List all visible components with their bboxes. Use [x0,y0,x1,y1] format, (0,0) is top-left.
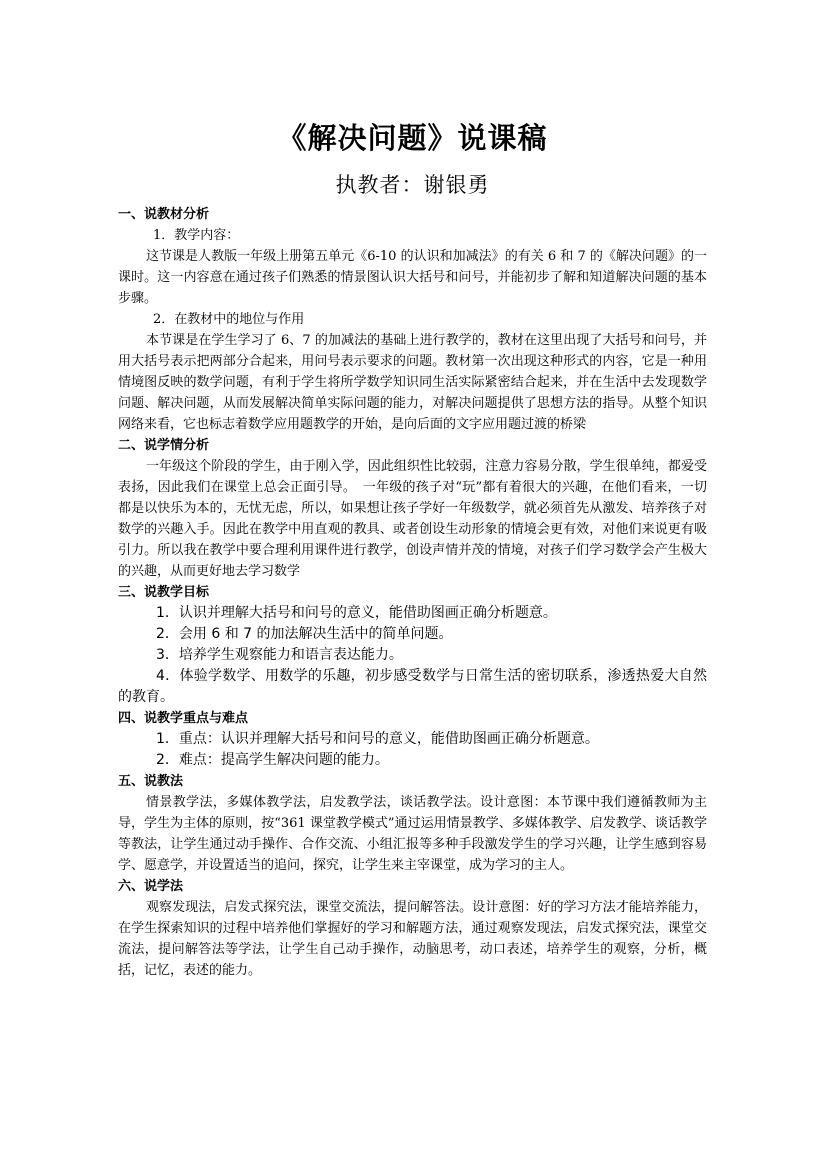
section-student-analysis [118,435,707,582]
paragraph: 一年级这个阶段的学生，由于刚入学，因此组织性比较弱，注意力容易分散，学生很单纯，都爱受表扬，因此我们在课堂上总会正面引导。 一年级的孩子对“玩”都有着很大的兴趣，在他们看来，一切都是以快乐为本的，无忧无虑，所以，如果想让孩子学好一年级数学，就必须首先从激发、培养孩子对数学的兴趣入手。因此在教学中用直观的教具、或者创设生动形象的情境会更有效，对他们来说更有吸引力。所以我在教学中要合理利用课件进行教学，创设声情并茂的情境，对孩子们学习数学会产生极大的兴趣，从而更好地去学习数学 [118,459,707,579]
paragraph: 这节课是人教版一年级上册第五单元《6-10 的认识和加减法》的有关 6 和 7 的《解决问题》的一课时。这一内容意在通过孩子们熟悉的情景图认识大括号和问号，并能初步了解和知道解决问题的基本步骤。 [118,249,707,306]
section-heading: 二、说学情分析 [118,438,210,453]
goal-item: 2．会用 6 和 7 的加法解决生活中的简单问题。 [156,626,453,642]
section-teaching-goals [118,582,707,708]
paragraph: 情景教学法，多媒体教学法，启发教学法，谈话教学法。设计意图：本节课中我们遵循教师为主导，学生为主体的原则，按“361 课堂教学模式”通过运用情景教学、多媒体教学、启发教学、谈话教学等教法，让学生通过动手操作、合作交流、小组汇报等多种手段激发学生的学习兴趣，让学生感到容易学、愿意学，并设置适当的追问，探究，让学生来主宰课堂，成为学习的主人。 [118,795,707,873]
goal-item: 3．培养学生观察能力和语言表达能力。 [156,647,403,663]
section-heading: 五、说教法 [118,774,184,789]
section-learning-methods [118,876,707,981]
section-key-points [118,708,707,771]
section-heading: 六、说学法 [118,879,184,894]
document-title: 《解决问题》说课稿 [277,121,548,155]
paragraph: 本节课是在学生学习了 6、7 的加减法的基础上进行教学的，教材在这里出现了大括号和问号，并用大括号表示把两部分合起来，用问号表示要求的问题。教材第一次出现这种形式的内容，它是一种用情境图反映的数学问题，有利于学生将所学数学知识同生活实际紧密结合起来，并在生活中去发现数学问题、解决问题，从而发展解决简单实际问题的能力，对解决问题提供了思想方法的指导。从整个知识网络来看，它也标志着数学应用题教学的开始，是向后面的文字应用题过渡的桥梁 [118,333,707,432]
section-heading: 一、说教材分析 [118,207,210,222]
key-point-item: 1．重点：认识并理解大括号和问号的意义，能借助图画正确分析题意。 [156,731,599,747]
section-textbook-analysis [118,204,707,435]
author-line: 执教者：谢银勇 [335,173,490,197]
subheading: 2．在教材中的地位与作用 [153,312,305,327]
key-point-item: 2．难点：提高学生解决问题的能力。 [156,752,389,768]
goal-item: 1．认识并理解大括号和问号的意义，能借助图画正确分析题意。 [156,605,557,621]
subheading: 1．教学内容： [153,228,240,243]
section-teaching-methods [118,771,707,876]
paragraph: 观察发现法，启发式探究法，课堂交流法，提问解答法。设计意图：好的学习方法才能培养能力，在学生探索知识的过程中培养他们掌握好的学习和解题方法，通过观察发现法，启发式探究法，课堂交流法，提问解答法等学法，让学生自己动手操作，动脑思考，动口表述，培养学生的观察，分析，概括，记忆，表述的能力。 [118,900,707,978]
goal-item: 4．体验学数学、用数学的乐趣，初步感受数学与日常生活的密切联系，渗透热爱大自然的教育。 [118,668,707,705]
section-heading: 四、说教学重点与难点 [118,711,249,726]
section-heading: 三、说教学目标 [118,585,210,600]
